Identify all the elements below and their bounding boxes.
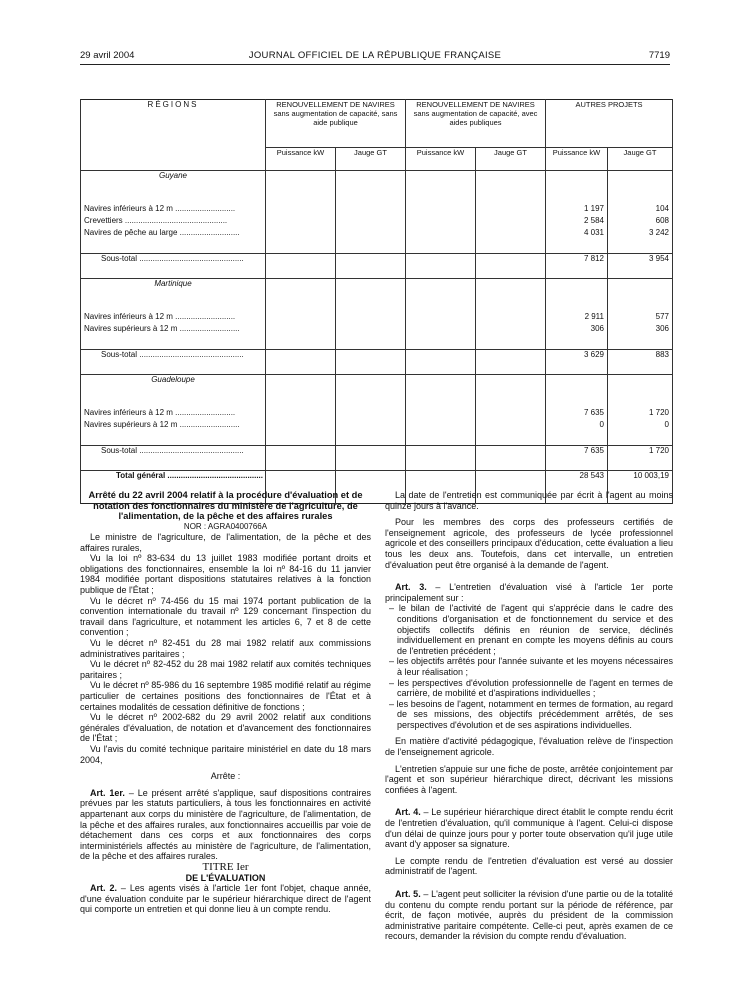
list-item: – les objectifs arrêtés pour l'année suivante et les moyens nécessaires à leur réalisation ;	[385, 656, 673, 677]
cell-gt: 3 242	[608, 227, 673, 239]
article-1	[80, 788, 371, 862]
cell-gt: 577	[608, 311, 673, 323]
cell-gt: 1 720	[608, 407, 673, 419]
table-row	[81, 323, 673, 335]
header-regions: RÉGIONS	[81, 100, 266, 171]
article-5	[385, 889, 673, 942]
table-header-row	[81, 100, 673, 148]
cell-kw: 1 197	[546, 203, 608, 215]
table-row	[81, 203, 673, 215]
paragraph: Vu le décret nº 82-451 du 28 mai 1982 relatif aux commissions administratives paritaires ;	[80, 638, 371, 659]
article-text: – Le présent arrêté s'applique, sauf dispositions contraires prévues par les statuts particuliers, à tous les fonctionnaires en activité appartenant aux corps du ministère de l'agriculture, de l'alimentation, de la pêche et des affaires rurales, aux fonctionnaires accueillis par voie de détachement dans ces corps et aux fonctionnaires des corps interministériels affectés au ministère de l'agriculture, de l'alimentation, de la pêche et des affaires rurales.	[80, 787, 371, 862]
header-rule	[80, 64, 670, 65]
article-3-list	[385, 603, 673, 730]
paragraph: Pour les membres des corps des professeurs certifiés de l'enseignement agricole, des professeurs de lycée professionnel agricole et des conseillers principaux d'éducation, cette évaluation a lieu tous les deux ans. Toutefois, dans cet intervalle, un entretien d'évaluation peut être organisé à la demande de l'agent.	[385, 517, 673, 570]
table-row	[81, 419, 673, 431]
cell-kw: 4 031	[546, 227, 608, 239]
header-group-sans-aide: RENOUVELLEMENT DE NAVIRES sans augmentation de capacité, sans aide publique	[266, 100, 406, 148]
row-label: Navires supérieurs à 12 m ...........................	[81, 323, 266, 335]
subtotal-kw: 7 812	[546, 254, 608, 279]
subheader-gt: Jauge GT	[608, 148, 673, 171]
article-text: – Le supérieur hiérarchique direct établit le compte rendu écrit de l'entretien d'évaluation, qu'il communique à l'agent. Celui-ci dispose d'un délai de quinze jours pour y porter toute observation qu'il juge utile avant d'y apposer sa signature.	[385, 807, 673, 850]
cell-gt: 608	[608, 215, 673, 227]
arrete-label: Arrête :	[210, 771, 241, 782]
paragraph: Le ministre de l'agriculture, de l'alimentation, de la pêche et des affaires rurales,	[80, 532, 371, 553]
paragraph: Vu le décret nº 74-456 du 15 mai 1974 portant publication de la convention internationale du travail nº 129 concernant l'inspection du travail dans l'agriculture, et notamment les articles 6, 7 et 8 de cette convention ;	[80, 595, 371, 638]
header-date: 29 avril 2004	[80, 50, 135, 61]
list-item: – le bilan de l'activité de l'agent qui s'apprécie dans le cadre des conditions d'organisation et de fonctionnement du service et des objectifs collectifs définis en réunion de service, déclinés individuellement en prenant en compte les moyens définis au cours de l'entretien précédent ;	[385, 603, 673, 656]
article-4	[385, 807, 673, 849]
region-name: Guadeloupe	[81, 375, 266, 394]
subtotal-row	[81, 350, 673, 375]
table-row	[81, 227, 673, 239]
regions-table	[80, 99, 673, 504]
article-label: Art. 1er.	[90, 787, 125, 798]
row-label: Navires supérieurs à 12 m ...........................	[81, 419, 266, 431]
paragraph: La date de l'entretien est communiquée par écrit à l'agent au moins quinze jours à l'avance.	[385, 490, 673, 511]
total-gt: 10 003,19	[608, 471, 673, 504]
article-3	[385, 582, 673, 603]
row-label: Navires inférieurs à 12 m ...........................	[81, 407, 266, 419]
row-label: Navires inférieurs à 12 m ...........................	[81, 311, 266, 323]
titre-subheading: DE L'ÉVALUATION	[185, 872, 266, 883]
article-2	[80, 883, 371, 915]
total-kw: 28 543	[546, 471, 608, 504]
subheader-kw: Puissance kW	[546, 148, 608, 171]
header-group-avec-aides: RENOUVELLEMENT DE NAVIRES sans augmentation de capacité, avec aides publiques	[406, 100, 546, 148]
row-label: Navires inférieurs à 12 m ...........................	[81, 203, 266, 215]
header-journal-title: JOURNAL OFFICIEL DE LA RÉPUBLIQUE FRANÇAISE	[248, 50, 502, 61]
table-row	[81, 215, 673, 227]
nor-reference: NOR : AGRA0400766A	[183, 521, 268, 531]
paragraph: Vu le décret nº 82-452 du 28 mai 1982 relatif aux comités techniques paritaires ;	[80, 659, 371, 680]
paragraph: Vu le décret nº 2002-682 du 29 avril 2002 relatif aux conditions générales d'évaluation, de notation et d'avancement des fonctionnaires de l'État ;	[80, 712, 371, 744]
total-label: Total général ...........................................	[81, 471, 266, 504]
cell-gt: 0	[608, 419, 673, 431]
article-label: Art. 4.	[395, 807, 421, 818]
paragraph: Le compte rendu de l'entretien d'évaluation est versé au dossier administratif de l'agent.	[385, 855, 673, 877]
paragraph: Vu la loi nº 83-634 du 13 juillet 1983 modifiée portant droits et obligations des fonctionnaires, ensemble la loi nº 84-16 du 11 janvier 1984 modifiée portant dispositions statutaires relatives à la fonction publique de l'État ;	[80, 553, 371, 596]
cell-kw: 2 584	[546, 215, 608, 227]
row-label: Navires de pêche au large ...........................	[81, 227, 266, 239]
subtotal-label: Sous-total ...............................................	[81, 350, 266, 375]
subtotal-gt: 1 720	[608, 446, 673, 471]
paragraph: En matière d'activité pédagogique, l'évaluation relève de l'inspection de l'enseignement agricole.	[385, 736, 673, 758]
decree-title: Arrêté du 22 avril 2004 relatif à la procédure d'évaluation et de notation des fonctionnaires du ministère de l'agriculture, de l'alimentation, de la pêche et des affaires rurales	[88, 490, 363, 521]
subtotal-row	[81, 254, 673, 279]
cell-kw: 2 911	[546, 311, 608, 323]
article-text: – L'entretien d'évaluation visé à l'article 1er porte principalement sur :	[385, 582, 673, 603]
table-row	[81, 407, 673, 419]
list-item: – les besoins de l'agent, notamment en termes de formation, au regard de ses missions, des objectifs précédemment arrêtés, de ses perspectives d'évolution et de ses aspirations individuelles.	[385, 699, 673, 731]
subtotal-gt: 883	[608, 350, 673, 375]
subtotal-kw: 3 629	[546, 350, 608, 375]
region-heading	[81, 171, 673, 190]
subtotal-label: Sous-total ...............................................	[81, 254, 266, 279]
subheader-kw: Puissance kW	[266, 148, 336, 171]
subtotal-gt: 3 954	[608, 254, 673, 279]
article-text: – L'agent peut solliciter la révision d'une partie ou de la totalité du contenu du compte rendu portant sur la période de référence, par écrit, de façon motivée, auprès du président de la commission administrative paritaire compétente. Celle-ci peut, après examen de ce recours, demander la révision du compte rendu d'évaluation.	[385, 889, 674, 942]
region-heading	[81, 375, 673, 394]
region-heading	[81, 279, 673, 298]
subheader-kw: Puissance kW	[406, 148, 476, 171]
paragraph: Vu le décret nº 85-986 du 16 septembre 1985 modifié relatif au régime particulier de certaines positions des fonctionnaires de l'État et à certaines modalités de cessation définitive de fonctions ;	[80, 680, 371, 712]
paragraph: L'entretien s'appuie sur une fiche de poste, arrêtée conjointement par l'agent et son supérieur hiérarchique direct, décrivant les missions confiées à l'agent.	[385, 763, 673, 795]
right-column	[385, 490, 673, 942]
header-group-autres: AUTRES PROJETS	[546, 100, 673, 148]
page-header	[80, 50, 670, 64]
article-text: – Les agents visés à l'article 1er font l'objet, chaque année, d'une évaluation conduite par le supérieur hiérarchique direct de l'agent qui comporte un entretien et qui donne lieu à un compte rendu.	[80, 883, 371, 915]
titre-heading: TITRE Ier	[202, 860, 249, 873]
subheader-gt: Jauge GT	[476, 148, 546, 171]
subheader-gt: Jauge GT	[336, 148, 406, 171]
subtotal-row	[81, 446, 673, 471]
paragraph: Vu l'avis du comité technique paritaire ministériel en date du 18 mars 2004,	[80, 743, 371, 765]
article-label: Art. 5.	[395, 889, 421, 899]
region-name: Guyane	[81, 171, 266, 190]
cell-gt: 306	[608, 323, 673, 335]
region-name: Martinique	[81, 279, 266, 298]
left-column	[80, 490, 371, 915]
cell-kw: 0	[546, 419, 608, 431]
subtotal-kw: 7 635	[546, 446, 608, 471]
cell-gt: 104	[608, 203, 673, 215]
article-label: Art. 2.	[90, 883, 117, 894]
cell-kw: 306	[546, 323, 608, 335]
table-row	[81, 311, 673, 323]
header-page-number: 7719	[648, 50, 670, 61]
subtotal-label: Sous-total ...............................................	[81, 446, 266, 471]
row-label: Crevettiers ..............................................	[81, 215, 266, 227]
article-label: Art. 3.	[395, 582, 427, 593]
list-item: – les perspectives d'évolution professionnelle de l'agent en termes de carrière, de mobilité et d'aspirations individuelles ;	[385, 678, 673, 699]
cell-kw: 7 635	[546, 407, 608, 419]
